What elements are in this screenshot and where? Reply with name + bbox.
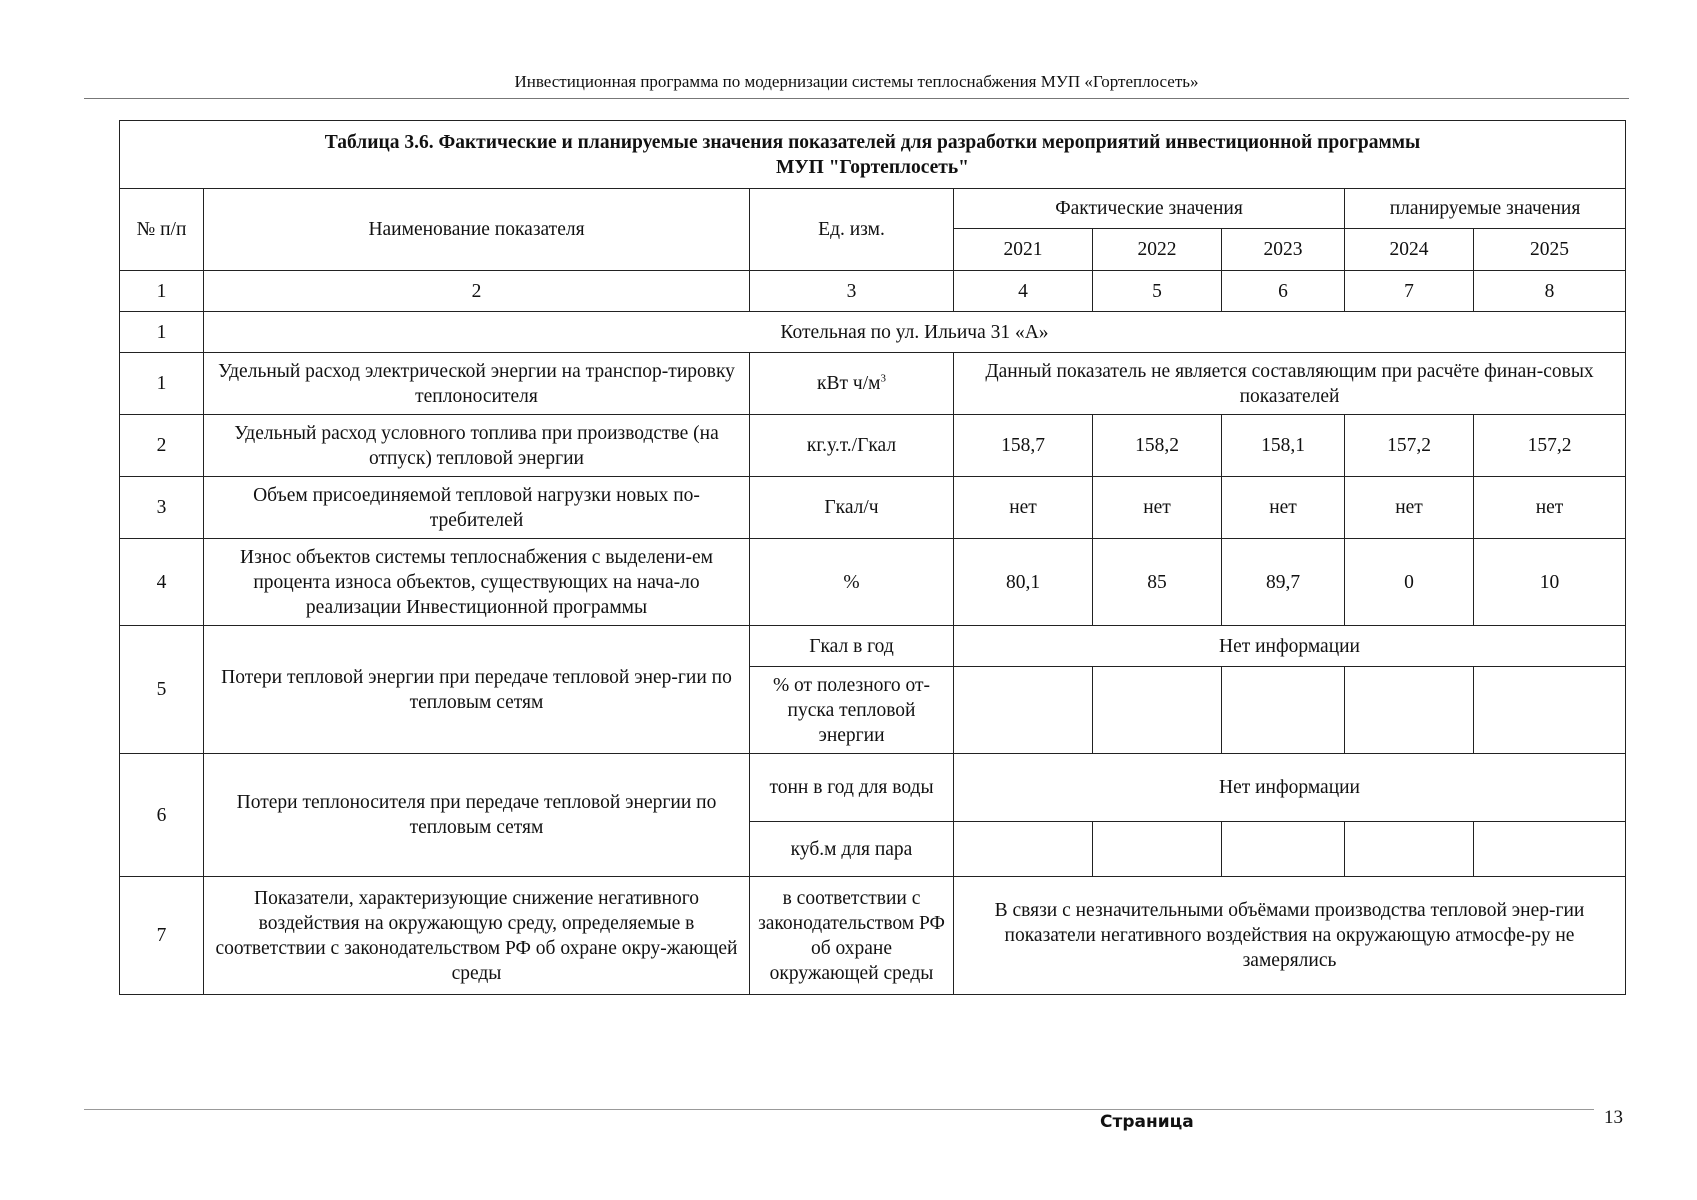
row-unit xyxy=(750,353,954,415)
column-number: 6 xyxy=(1222,271,1345,312)
row-value: нет xyxy=(954,477,1093,539)
empty-cell xyxy=(1222,667,1345,754)
table-title-line2: МУП "Гортеплосеть" xyxy=(775,156,970,178)
row-value: нет xyxy=(1345,477,1474,539)
column-number: 8 xyxy=(1474,271,1626,312)
row-unit: куб.м для пара xyxy=(750,822,954,877)
row-unit: Гкал/ч xyxy=(750,477,954,539)
row-num: 6 xyxy=(120,754,204,877)
row-name: Объем присоединяемой тепловой нагрузки новых по-требителей xyxy=(204,477,750,539)
row-value: нет xyxy=(1222,477,1345,539)
unit-superscript: 3 xyxy=(880,372,886,385)
empty-cell xyxy=(1474,667,1626,754)
header-year: 2024 xyxy=(1345,229,1474,271)
indicators-table xyxy=(119,120,1626,995)
column-number: 2 xyxy=(204,271,750,312)
row-value: 10 xyxy=(1474,539,1626,626)
row-name: Удельный расход электрической энергии на транспор-тировку теплоносителя xyxy=(204,353,750,415)
row-num: 4 xyxy=(120,539,204,626)
header-actual: Фактические значения xyxy=(954,189,1345,229)
header-planned: планируемые значения xyxy=(1345,189,1626,229)
row-value: 157,2 xyxy=(1474,415,1626,477)
section-row xyxy=(120,312,1626,353)
row-value: 158,7 xyxy=(954,415,1093,477)
row-value: 85 xyxy=(1093,539,1222,626)
empty-cell xyxy=(1222,822,1345,877)
row-value: 0 xyxy=(1345,539,1474,626)
table-row xyxy=(120,353,1626,415)
row-name: Потери тепловой энергии при передаче тепловой энер-гии по тепловым сетям xyxy=(204,626,750,754)
row-unit: тонн в год для воды xyxy=(750,754,954,822)
row-unit: кг.у.т./Гкал xyxy=(750,415,954,477)
row-unit: % от полезного от-пуска тепловой энергии xyxy=(750,667,954,754)
empty-cell xyxy=(1093,667,1222,754)
table-title-row xyxy=(120,121,1626,189)
header-unit: Ед. изм. xyxy=(750,189,954,271)
row-num: 1 xyxy=(120,353,204,415)
table-row xyxy=(120,626,1626,667)
section-title: Котельная по ул. Ильича 31 «А» xyxy=(204,312,1626,353)
empty-cell xyxy=(954,822,1093,877)
footer-divider xyxy=(84,1109,1594,1110)
empty-cell xyxy=(1093,822,1222,877)
empty-cell xyxy=(1474,822,1626,877)
row-num: 7 xyxy=(120,877,204,995)
column-number: 5 xyxy=(1093,271,1222,312)
header-year: 2025 xyxy=(1474,229,1626,271)
header-num: № п/п xyxy=(120,189,204,271)
column-number: 3 xyxy=(750,271,954,312)
row-unit: в соответствии с законодательством РФ об охране окружающей среды xyxy=(750,877,954,995)
row-value: 157,2 xyxy=(1345,415,1474,477)
header-year: 2021 xyxy=(954,229,1093,271)
row-note: Данный показатель не является составляющим при расчёте финан-совых показателей xyxy=(954,353,1626,415)
footer-page-label: Страница xyxy=(1100,1112,1194,1132)
row-value: нет xyxy=(1474,477,1626,539)
column-number: 1 xyxy=(120,271,204,312)
row-note: В связи с незначительными объёмами производства тепловой энер-гии показатели негативного воздействия на окружающую атмосфе-ру не замерялись xyxy=(954,877,1626,995)
header-row-1 xyxy=(120,189,1626,229)
empty-cell xyxy=(1345,822,1474,877)
row-num: 2 xyxy=(120,415,204,477)
unit-base: кВт ч/м xyxy=(817,373,881,394)
table-row xyxy=(120,415,1626,477)
page-number: 13 xyxy=(1604,1107,1623,1128)
row-value: нет xyxy=(1093,477,1222,539)
row-value: 89,7 xyxy=(1222,539,1345,626)
table-title xyxy=(120,121,1626,189)
header-year: 2023 xyxy=(1222,229,1345,271)
table-row xyxy=(120,754,1626,822)
row-value: 158,2 xyxy=(1093,415,1222,477)
table-row xyxy=(120,539,1626,626)
column-number: 4 xyxy=(954,271,1093,312)
row-name: Показатели, характеризующие снижение негативного воздействия на окружающую среду, определяемые в соответствии с законодательством РФ об охране окру-жающей среды xyxy=(204,877,750,995)
column-number: 7 xyxy=(1345,271,1474,312)
row-name: Удельный расход условного топлива при производстве (на отпуск) тепловой энергии xyxy=(204,415,750,477)
row-value: 80,1 xyxy=(954,539,1093,626)
row-unit: % xyxy=(750,539,954,626)
running-header: Инвестиционная программа по модернизации системы теплоснабжения МУП «Гортеплосеть» xyxy=(84,72,1629,99)
section-num: 1 xyxy=(120,312,204,353)
empty-cell xyxy=(954,667,1093,754)
header-year: 2022 xyxy=(1093,229,1222,271)
row-note: Нет информации xyxy=(954,754,1626,822)
row-note: Нет информации xyxy=(954,626,1626,667)
table-row xyxy=(120,877,1626,995)
header-name: Наименование показателя xyxy=(204,189,750,271)
column-number-row xyxy=(120,271,1626,312)
row-name: Потери теплоносителя при передаче тепловой энергии по тепловым сетям xyxy=(204,754,750,877)
empty-cell xyxy=(1345,667,1474,754)
row-name: Износ объектов системы теплоснабжения с выделени-ем процента износа объектов, существующих на нача-ло реализации Инвестиционной программы xyxy=(204,539,750,626)
table-title-line1: Таблица 3.6. Фактические и планируемые значения показателей для разработки мероприятий инвестиционной программы xyxy=(324,131,1421,153)
row-num: 3 xyxy=(120,477,204,539)
row-num: 5 xyxy=(120,626,204,754)
row-unit: Гкал в год xyxy=(750,626,954,667)
row-value: 158,1 xyxy=(1222,415,1345,477)
table-row xyxy=(120,477,1626,539)
